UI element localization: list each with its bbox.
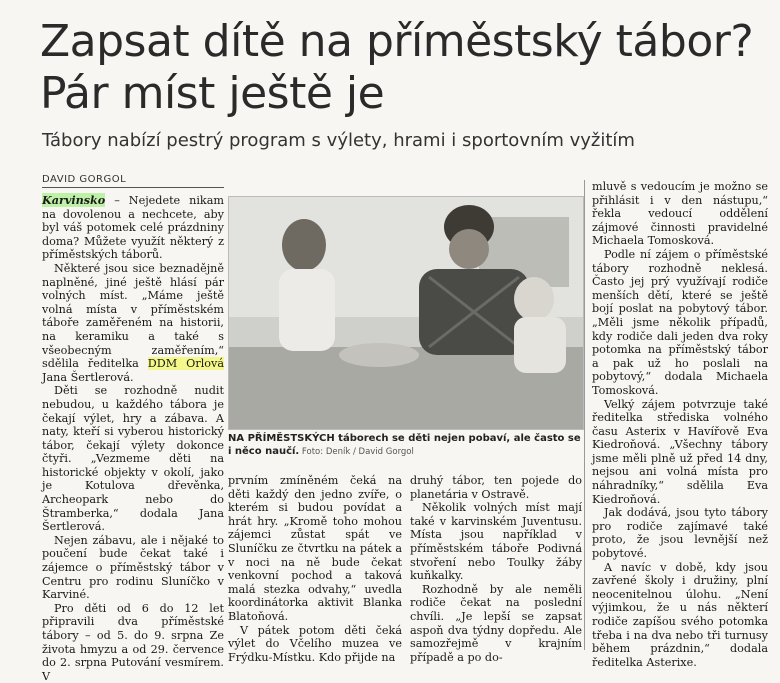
- paragraph: Rozhodně by ale neměli rodiče čekat na poslední chvíli. „Je lepší se zapsat aspoň dva týdny dopředu. Ale samozřejmě v krajním případě a po do-: [410, 582, 582, 664]
- paragraph: Velký zájem potvrzuje také ředitelka střediska volného času Asterix v Havířově Eva Kiedroňová. „Všechny tábory jsme měli plně už před 14 dny, nejsou ani volná místa pro náhradníky,“ sdělila Eva Kiedroňová.: [592, 397, 768, 506]
- article-column-1: [42, 193, 224, 683]
- byline-rule: [42, 187, 224, 188]
- paragraph: prvním zmíněném čeká na děti každý den jedno zvíře, o kterém si budou povídat a hrát hry. „Kromě toho mohou zájemci zůstat spát ve Sluníčku ze čtvrtku na pátek a v noci na ně bude čekat venkovní pochod a taková malá stezka odvahy,“ uvedla koordinátorka aktivit Blanka Blatoňová.: [228, 474, 402, 623]
- article-photo: [228, 196, 584, 430]
- photo-credit: Foto: Deník / David Gorgol: [299, 447, 414, 457]
- paragraph: Podle ní zájem o příměstské tábory rozhodně neklesá. Často jej prý využívají rodiče menších dětí, které se ještě bojí poslat na pobytový tábor. „Měli jsme několik případů, kdy rodiče dali jeden dva roky potomka na příměstský tábor a pak už ho poslali na pobytový,“ dodala Michaela Tomosková.: [592, 247, 768, 397]
- highlighted-org: DDM Orlová: [147, 357, 224, 371]
- paragraph: mluvě s vedoucím je možno se přihlásit i v den nástupu,“ řekla vedoucí oddělení zájmové činnosti pravidelné Michaela Tomosková.: [592, 180, 768, 248]
- paragraph: Některé jsou sice beznadějně naplněné, jiné ještě hlásí pár volných míst. „Máme ještě volná místa v příměstském táboře zaměřeném na historii, na keramiku a také s všeobecným zaměřením,“ sdělila ředitelka DDM Orlová Jana Šertlerová.: [42, 261, 224, 384]
- paragraph: V pátek potom děti čeká výlet do Včelího muzea ve Frýdku-Místku. Kdo přijde na: [228, 623, 402, 664]
- paragraph: Jak dodává, jsou tyto tábory pro rodiče zajímavé také proto, že jsou levnější než pobytové.: [592, 506, 768, 561]
- article-subheadline: Tábory nabízí pestrý program s výlety, hrami i sportovním vyžitím: [42, 130, 635, 151]
- paragraph: Děti se rozhodně nudit nebudou, u každého tábora je čekají výlet, hry a zábava. A naty, kteří si vyberou historický tábor, čekají výlety dokonce čtyři. „Vezmeme děti na historické objekty v okolí, jako je Kotulova dřevěnka, Archeopark nebo do Štramberka,“ dodala Jana Šertlerová.: [42, 384, 224, 534]
- paragraph: druhý tábor, ten pojede do planetária v Ostravě.: [410, 474, 582, 501]
- location-tag: Karvinsko: [42, 193, 106, 207]
- paragraph: Karvinsko – Nejedete nikam na dovolenou a nechcete, aby byl váš potomek celé prázdniny doma? Můžete využít některý z příměstských táborů.: [42, 193, 224, 262]
- byline: DAVID GORGOL: [42, 174, 127, 185]
- article-column-3: [410, 474, 582, 664]
- article-column-2: [228, 474, 402, 664]
- article-column-4: [592, 180, 768, 669]
- paragraph: A navíc v době, kdy jsou zavřené školy i družiny, plní neocenitelnou úlohu. „Není výjimkou, že u nás některí rodiče zapíšou svého potomka třeba i na dva nebo tři turnusy během prázdnin,“ dodala ředitelka Asterixe.: [592, 560, 768, 669]
- article-headline: Zapsat dítě na příměstský tábor? Pár míst ještě je: [40, 16, 754, 119]
- paragraph: Pro děti od 6 do 12 let připravili dva příměstské tábory – od 5. do 9. srpna Ze života hmyzu a od 29. července do 2. srpna Putování vesmírem. V: [42, 601, 224, 683]
- photo-caption: [228, 432, 582, 459]
- caption-text: táborech se děti nejen pobaví, ale často se i něco naučí.: [228, 433, 581, 457]
- paragraph: Nejen zábavu, ale i nějaké to poučení bude čekat také i zájemce o příměstský tábor v Centru pro rodinu Sluníčko v Karviné.: [42, 533, 224, 602]
- photo-illustration: [229, 197, 583, 429]
- paragraph: Několik volných míst mají také v karvinském Juventusu. Místa jsou například v příměstském táboře Podivná stvoření nebo Toulky žáby kuňkalky.: [410, 501, 582, 583]
- caption-lead: NA PŘÍMĚSTSKÝCH: [228, 433, 335, 444]
- column-divider: [584, 180, 585, 650]
